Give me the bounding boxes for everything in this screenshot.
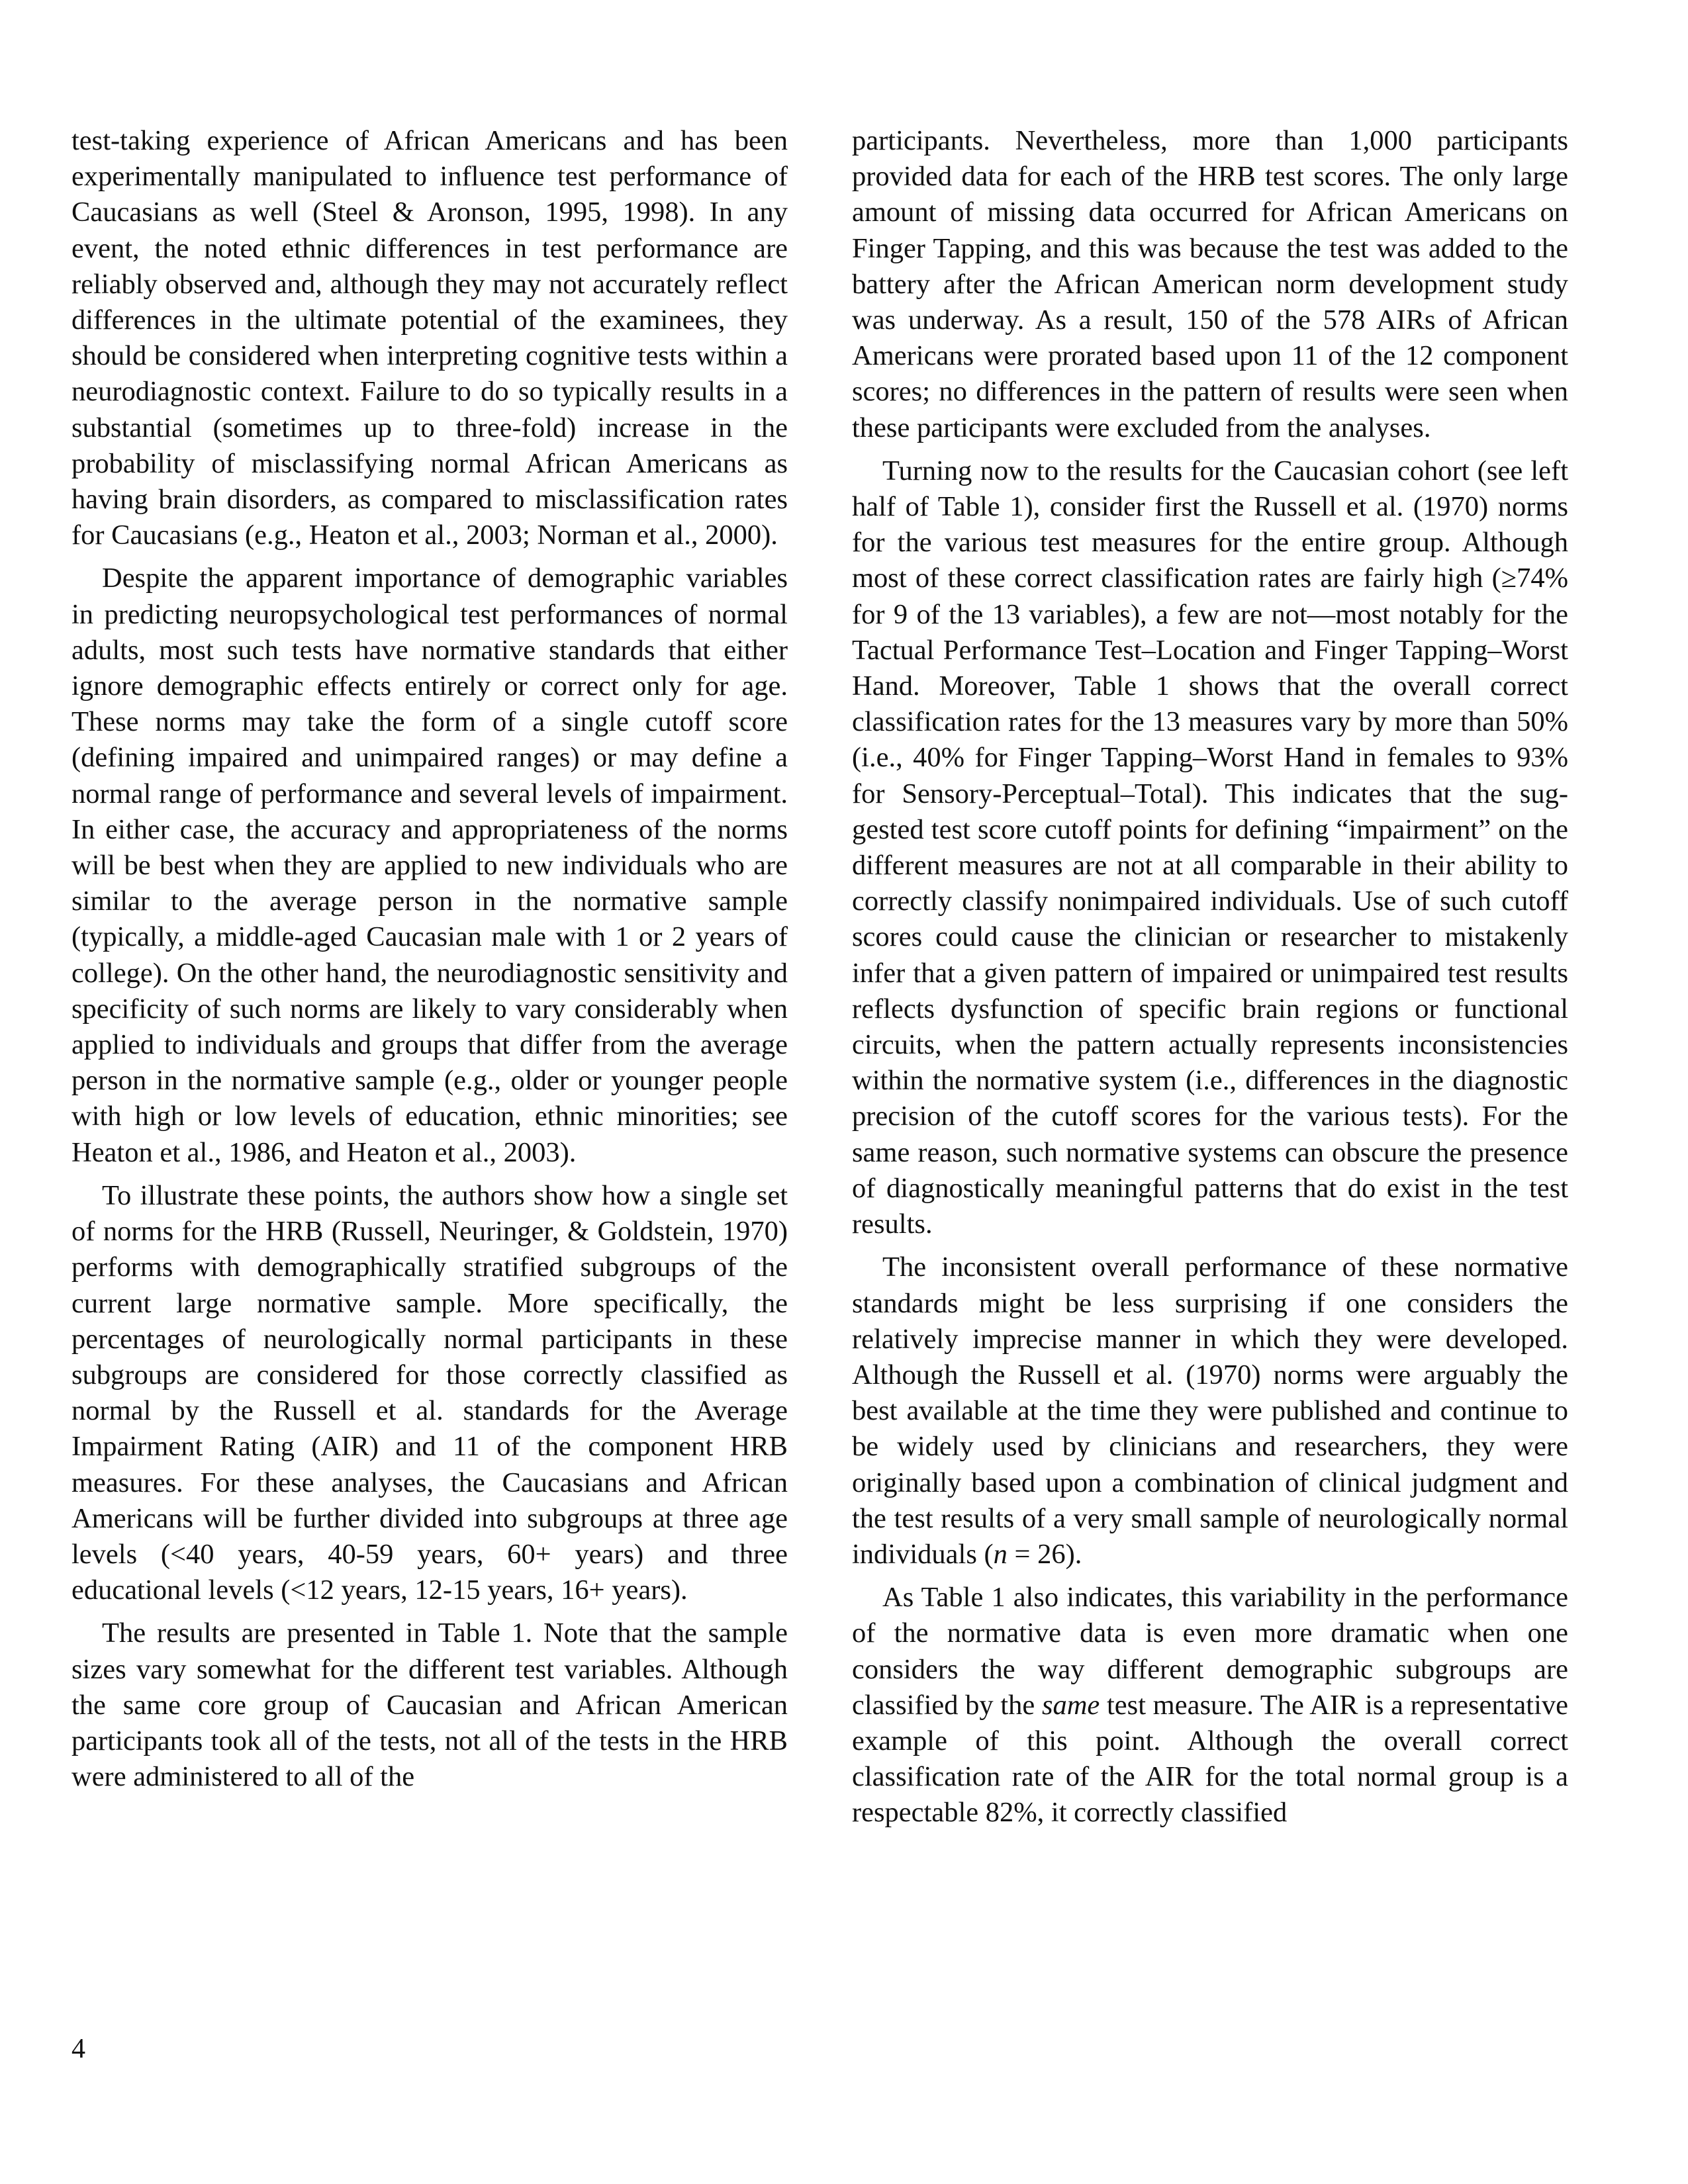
right-paragraph-4 xyxy=(852,1580,1568,1831)
right-paragraph-3 xyxy=(852,1250,1568,1572)
left-paragraph-3: To illustrate these points, the authors show how a single set of norms for the HRB (Russell, Neuringer, & Goldstein, 1970) performs with demographically stratified subgroups of the current large normative sample. More specifically, the percentages of neurologically normal participants in these subgroups are considered for those correctly classified as normal by the Russell et al. standards for the Average Impairment Rating (AIR) and 11 of the component HRB measures. For these analyses, the Caucasians and African Americans will be further divided into subgroups at three age levels (<40 years, 40-59 years, 60+ years) and three educational levels (<12 years, 12-15 years, 16+ years). xyxy=(71,1179,788,1606)
emphasis-same: same xyxy=(1041,1689,1100,1721)
right-paragraph-4-start: As Table 1 also indicates, this variability in the performance of the normative data is even more dramatic when one considers the way different demographic subgroups are classified by the xyxy=(852,1582,1568,1721)
left-column xyxy=(71,123,788,1802)
sample-size-n: n xyxy=(993,1538,1008,1570)
right-paragraph-2: Turning now to the results for the Caucasian cohort (see left half of Table 1), consider first the Russell et al. (1970) norms for the various test measures for the entire group. Although most of these correct classification rates are fairly high (≥74% for 9 of the 13 variables), a few are not—most notably for the Tactual Performance Test–Location and Finger Tapping–Worst Hand. Moreover, Table 1 shows that the overall correct classification rates for the 13 measures vary by more than 50% (i.e., 40% for Finger Tapping–Worst Hand in females to 93% for Sensory-Perceptual–Total). This indicates that the suggested test score cutoff points for defining “impairment” on the different measures are not at all comparable in their ability to correctly classify nonimpaired individuals. Use of such cutoff scores could cause the clinician or researcher to mistakenly infer that a given pattern of impaired or unimpaired test results reflects dysfunction of specific brain regions or functional circuits, when the pattern actually represents inconsistencies within the normative system (i.e., differences in the diagnostic precision of the cutoff scores for the various tests). For the same reason, such normative systems can obscure the presence of diagnostically meaningful patterns that do exist in the test results. xyxy=(852,455,1568,1240)
right-paragraph-1: participants. Nevertheless, more than 1,000 participants provided data for each of the HRB test scores. The only large amount of missing data occurred for African Americans on Finger Tapping, and this was because the test was added to the battery after the African American norm development study was underway. As a result, 150 of the 578 AIRs of African Americans were prorated based upon 11 of the 12 component scores; no differences in the pattern of results were seen when these participants were excluded from the analyses. xyxy=(852,125,1568,443)
left-paragraph-2: Despite the apparent importance of demographic variables in predicting neuropsychological test performances of normal adults, most such tests have normative standards that either ignore demographic effects entirely or correct only for age. These norms may take the form of a single cutoff score (defining impaired and unimpaired ranges) or may define a normal range of performance and several levels of impairment. In either case, the accuracy and appropriateness of the norms will be best when they are applied to new individuals who are similar to the average person in the normative sample (typically, a middle-aged Caucasian male with 1 or 2 years of college). On the other hand, the neurodiagnostic sensitivity and specificity of such norms are likely to vary considerably when applied to individuals and groups that differ from the average person in the normative sample (e.g., older or younger people with high or low levels of education, ethnic minorities; see Heaton et al., 1986, and Heaton et al., 2003). xyxy=(71,563,788,1168)
left-paragraph-1: test-taking experience of African Americans and has been experimentally manipulated to influence test performance of Caucasians as well (Steel & Aronson, 1995, 1998). In any event, the noted ethnic differences in test performance are reliably observed and, although they may not accurately reflect differences in the ultimate potential of the examinees, they should be considered when interpreting cognitive tests within a neurodiagnostic context. Failure to do so typically results in a substantial (sometimes up to three-fold) increase in the probability of misclassifying normal African Americans as having brain disorders, as compared to misclassification rates for Caucasians (e.g., Heaton et al., 2003; Norman et al., 2000). xyxy=(71,125,788,551)
right-paragraph-4-end: test measure. The AIR is a representative example of this point. Although the overall correct classification rate of the AIR for the total normal group is a respectable 82%, it correctly classified xyxy=(852,1689,1568,1829)
right-column xyxy=(852,123,1568,1839)
right-paragraph-3-text: The inconsistent overall performance of these normative standards might be less surprising if one considers the relatively imprecise manner in which they were developed. Although the Russell et al. (1970) norms were arguably the best available at the time they were published and continue to be widely used by clinicians and researchers, they were originally based upon a combination of clinical judgment and the test results of a very small sample of neurologically normal individuals ( xyxy=(852,1251,1568,1570)
right-paragraph-3-end: = 26). xyxy=(1007,1538,1082,1570)
left-paragraph-4: The results are presented in Table 1. Note that the sample sizes vary somewhat for the different test variables. Although the same core group of Caucasian and African American participants took all of the tests, not all of the tests in the HRB were administered to all of the xyxy=(71,1617,788,1793)
page-number: 4 xyxy=(71,2034,85,2064)
